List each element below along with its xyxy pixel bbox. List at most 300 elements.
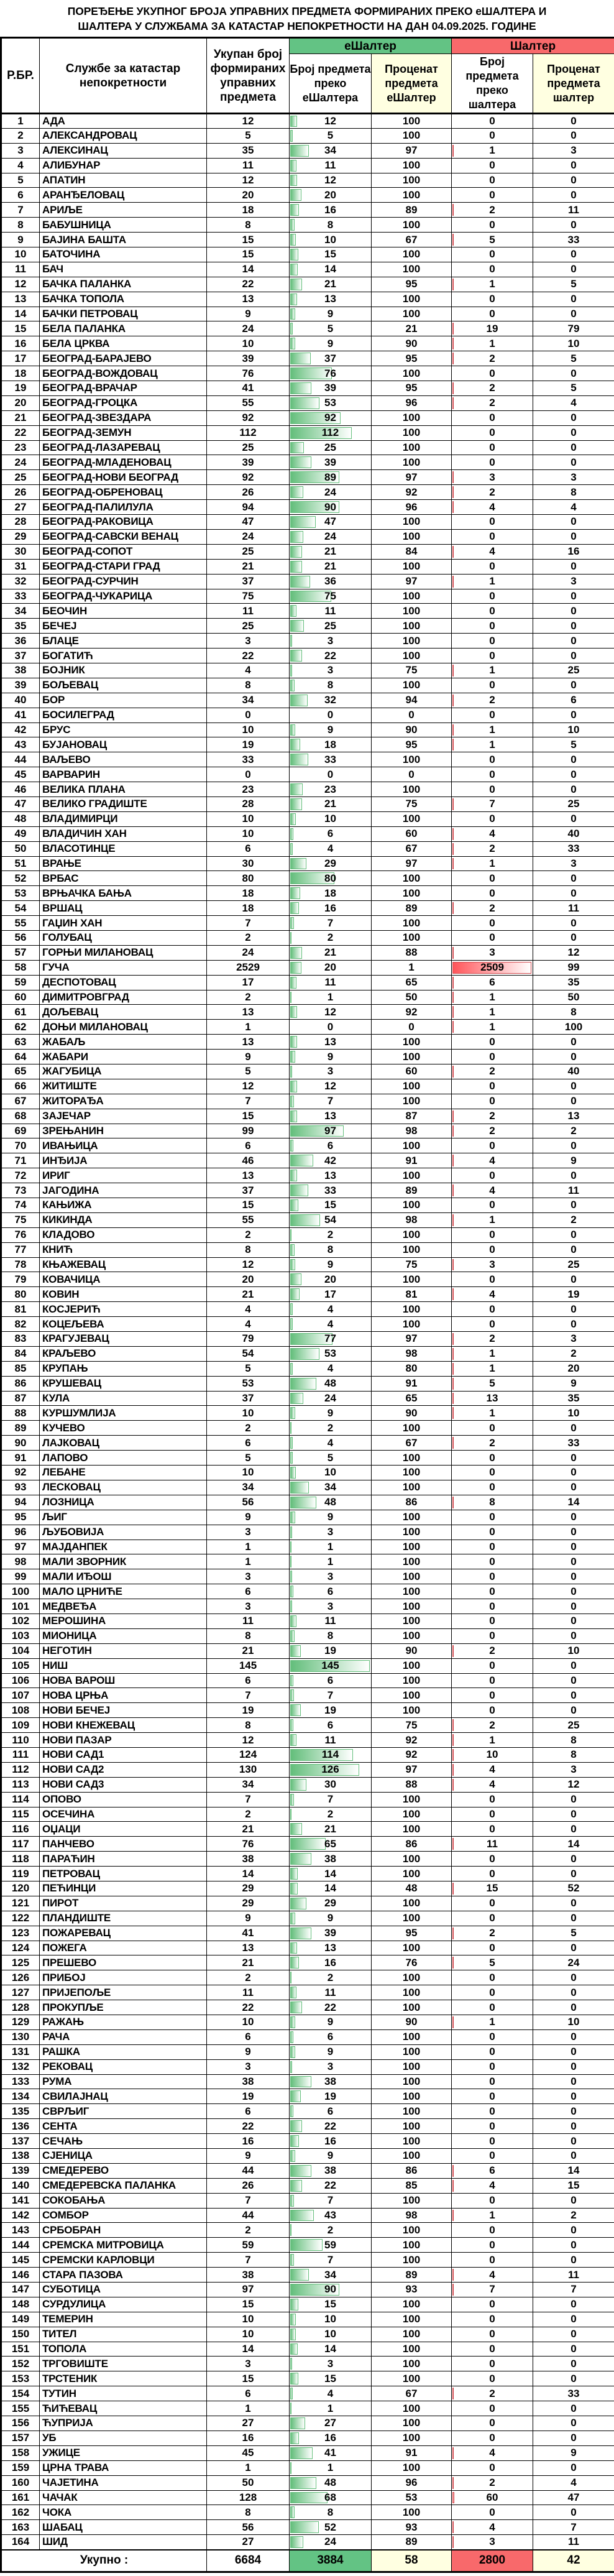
total-cases [207,2134,290,2149]
eshalter-percent [372,1628,452,1643]
service-name-value: ТРГОВИШТЕ [42,2357,108,2370]
shalter-count [452,634,533,649]
row-number [1,2238,40,2253]
row-number-value: 76 [14,1229,27,1241]
green-databar [290,932,291,944]
total-cases-value: 10 [242,723,254,736]
eshalter-count-value: 7 [327,916,334,929]
service-name [40,1733,207,1748]
shalter-count-value: 4 [489,1763,495,1776]
row-number-value: 129 [11,2016,30,2028]
eshalter-percent [372,2312,452,2327]
total-cases-value: 5 [245,129,251,142]
row-number-value: 75 [14,1214,27,1226]
table-row [1,2371,614,2386]
eshalter-count [290,351,372,366]
table-row [1,1346,614,1361]
shalter-count [452,2000,533,2015]
row-number-value: 3 [17,144,24,157]
shalter-percent-value: 2 [570,2209,577,2222]
shalter-count-value: 0 [489,1822,495,1835]
row-number [1,544,40,559]
eshalter-percent-value: 89 [405,203,418,216]
service-name-value: КЊАЖЕВАЦ [42,1258,106,1271]
row-number [1,1183,40,1198]
service-name [40,782,207,797]
totals-total: 6684 [207,2550,290,2572]
eshalter-count-value: 38 [324,2075,336,2087]
shalter-percent-value: 0 [570,159,577,172]
shalter-percent-value: 7 [570,2521,577,2533]
shalter-percent [533,945,614,960]
service-name [40,2431,207,2445]
eshalter-percent-value: 98 [405,1214,418,1226]
row-number-value: 7 [17,203,24,216]
total-cases [207,2445,290,2460]
shalter-percent-value: 10 [567,723,580,736]
green-databar [290,695,308,706]
eshalter-percent [372,440,452,455]
shalter-percent [533,708,614,722]
row-number-value: 27 [14,501,27,513]
row-number-value: 22 [14,427,27,439]
green-databar [290,1823,302,1835]
eshalter-percent [372,960,452,975]
total-cases [207,321,290,336]
eshalter-count [290,1406,372,1421]
eshalter-percent-value: 100 [402,619,421,632]
shalter-percent [533,307,614,321]
shalter-percent [533,158,614,173]
eshalter-count [290,1569,372,1584]
shalter-percent-value: 0 [570,1080,577,1092]
eshalter-percent-value: 100 [402,2120,421,2132]
shalter-percent-value: 10 [567,2016,580,2028]
eshalter-count [290,1361,372,1376]
row-number [1,782,40,797]
row-number-value: 150 [11,2328,30,2340]
green-databar [290,1794,294,1806]
shalter-count-value: 0 [489,1807,495,1820]
row-number [1,1376,40,1391]
green-databar [290,2492,328,2504]
eshalter-count-value: 6 [327,1674,334,1686]
service-name-value: ДЕСПОТОВАЦ [42,976,116,989]
table-row [1,1079,614,1094]
red-databar [452,1779,454,1791]
shalter-count-value: 5 [489,233,495,246]
table-row [1,2000,614,2015]
shalter-percent-value: 10 [567,337,580,349]
eshalter-count [290,1985,372,2000]
eshalter-count-value: 2 [327,1971,334,1983]
total-cases [207,1807,290,1822]
eshalter-percent [372,1466,452,1480]
total-cases-value: 59 [242,2238,254,2251]
row-number-value: 94 [14,1496,27,1508]
table-row [1,2490,614,2505]
total-cases [207,2475,290,2490]
eshalter-percent [372,1495,452,1510]
shalter-percent [533,1852,614,1867]
eshalter-count-value: 21 [324,278,336,290]
eshalter-count-value: 76 [324,367,336,379]
eshalter-percent [372,351,452,366]
service-name [40,1673,207,1688]
table-row [1,2104,614,2119]
shalter-count [452,2401,533,2416]
shalter-percent [533,1658,614,1673]
shalter-count [452,2253,533,2268]
eshalter-percent-value: 100 [402,1912,421,1924]
row-number-value: 61 [14,1005,27,1018]
shalter-percent [533,203,614,218]
shalter-percent-value: 8 [570,1748,577,1761]
total-cases [207,128,290,143]
eshalter-count-value: 13 [324,1941,336,1954]
total-cases [207,1480,290,1495]
eshalter-percent [372,1257,452,1272]
total-cases [207,2015,290,2030]
shalter-count [452,1212,533,1227]
eshalter-percent-value: 0 [408,709,415,721]
row-number [1,1613,40,1628]
eshalter-count [290,218,372,233]
row-number-value: 1 [17,114,24,127]
row-number-value: 87 [14,1392,27,1405]
service-name [40,2223,207,2238]
service-name-value: КАЊИЖА [42,1199,92,1211]
service-name-value: ПРИЈЕПОЉЕ [42,1986,111,1998]
total-cases [207,425,290,440]
total-cases-value: 22 [242,278,254,290]
eshalter-percent-value: 60 [405,1065,418,1078]
shalter-percent-value: 0 [570,1689,577,1701]
eshalter-percent [372,1361,452,1376]
shalter-count [452,1406,533,1421]
table-row [1,2223,614,2238]
shalter-percent-value: 0 [570,2194,577,2207]
service-name-value: ТУТИН [42,2387,76,2399]
eshalter-percent [372,708,452,722]
red-databar [452,1407,454,1419]
shalter-percent-value: 0 [570,1526,577,1538]
shalter-count-value: 0 [489,263,495,275]
total-cases-value: 94 [242,501,254,513]
total-cases-value: 28 [242,798,254,810]
service-name-value: ПЕЋИНЦИ [42,1882,96,1895]
eshalter-percent [372,945,452,960]
total-cases [207,2208,290,2223]
green-databar [290,620,304,632]
table-row [1,1881,614,1896]
eshalter-count-value: 18 [324,738,336,750]
row-number-value: 82 [14,1318,27,1330]
shalter-count-value: 0 [489,412,495,424]
eshalter-percent [372,1436,452,1451]
shalter-count-value: 0 [489,2046,495,2058]
service-name-value: СЕНТА [42,2120,78,2132]
eshalter-count [290,2163,372,2178]
row-number [1,2223,40,2238]
eshalter-percent [372,1332,452,1347]
eshalter-count-value: 1 [327,990,334,1003]
eshalter-percent [372,203,452,218]
shalter-count-value: 2 [489,1110,495,1122]
eshalter-percent [372,1569,452,1584]
shalter-count [452,737,533,752]
green-databar [290,1422,291,1434]
total-cases [207,1050,290,1064]
eshalter-percent [372,395,452,410]
shalter-percent [533,1955,614,1970]
eshalter-percent [372,1718,452,1733]
table-row [1,2089,614,2104]
table-row [1,916,614,931]
eshalter-percent [372,321,452,336]
eshalter-count [290,2268,372,2283]
table-row [1,1376,614,1391]
total-cases-value: 41 [242,1927,254,1939]
eshalter-count [290,1198,372,1213]
green-databar [290,977,296,989]
eshalter-count [290,1212,372,1227]
eshalter-count-value: 4 [327,2387,334,2399]
row-number [1,619,40,634]
service-name-value: ПАРАЋИН [42,1852,95,1865]
eshalter-count-value: 25 [324,619,336,632]
eshalter-percent-value: 100 [402,2031,421,2043]
row-number [1,1985,40,2000]
shalter-percent-value: 0 [570,412,577,424]
eshalter-count [290,945,372,960]
table-row [1,2163,614,2178]
table-row [1,1406,614,1421]
shalter-percent [533,143,614,158]
table-row [1,395,614,410]
shalter-percent-value: 0 [570,2001,577,2013]
shalter-percent [533,2134,614,2149]
shalter-percent-value: 25 [567,1258,580,1271]
eshalter-percent-value: 100 [402,1941,421,1954]
total-cases-value: 2 [245,1421,251,1434]
service-name-value: СМЕДЕРЕВСКА ПАЛАНКА [42,2179,176,2192]
row-number [1,604,40,619]
green-databar [290,2210,314,2222]
eshalter-percent [372,2401,452,2416]
eshalter-percent-value: 98 [405,2209,418,2222]
row-number-value: 99 [14,1570,27,1582]
green-databar [290,130,293,142]
shalter-count [452,203,533,218]
eshalter-percent [372,410,452,425]
eshalter-percent-value: 0 [408,768,415,780]
shalter-count [452,366,533,381]
eshalter-percent-value: 97 [405,144,418,157]
shalter-count-value: 0 [489,2238,495,2251]
eshalter-count-value: 16 [324,1956,336,1969]
total-cases [207,1272,290,1287]
eshalter-count-value: 80 [324,872,336,884]
green-databar [290,2417,305,2429]
green-databar [290,2477,316,2489]
table-row [1,1955,614,1970]
table-header [1,38,614,114]
cadastre-cases-table [0,37,614,2573]
service-name [40,2312,207,2327]
total-cases-value: 10 [242,828,254,840]
eshalter-count-value: 77 [324,1332,336,1345]
eshalter-percent-value: 100 [402,441,421,454]
eshalter-percent-value: 89 [405,902,418,914]
row-number-value: 125 [11,1956,30,1969]
eshalter-percent [372,1198,452,1213]
eshalter-count-value: 7 [327,1793,334,1806]
red-databar [452,1184,454,1196]
total-cases-value: 23 [242,783,254,795]
table-row [1,2445,614,2460]
eshalter-count-value: 4 [327,1436,334,1449]
total-cases-value: 1 [245,1020,251,1033]
eshalter-count-value: 29 [324,1897,336,1909]
shalter-count [452,1109,533,1124]
total-cases-value: 26 [242,486,254,498]
eshalter-percent [372,2134,452,2149]
service-name-value: ЧОКА [42,2506,72,2518]
total-cases [207,2044,290,2059]
total-cases-value: 10 [242,2016,254,2028]
eshalter-percent-value: 81 [405,1288,418,1300]
shalter-count-value: 0 [489,1555,495,1567]
service-name-value: ИВАЊИЦА [42,1139,98,1152]
red-databar [452,2210,454,2222]
service-name-value: НОВА ЦРЊА [42,1689,109,1701]
total-cases [207,1302,290,1317]
eshalter-count-value: 7 [327,2194,334,2207]
table-row [1,1227,614,1242]
total-cases [207,1510,290,1525]
total-cases [207,1064,290,1079]
shalter-count [452,2134,533,2149]
row-number [1,871,40,886]
green-databar [290,2180,302,2192]
service-name-value: БЕОГРАД-ВРАЧАР [42,382,137,394]
row-number-value: 43 [14,738,27,750]
row-number-value: 69 [14,1125,27,1137]
shalter-percent [533,1466,614,1480]
total-cases [207,173,290,188]
row-number [1,930,40,945]
eshalter-count [290,470,372,485]
shalter-percent [533,1613,614,1628]
eshalter-percent-value: 91 [405,1377,418,1390]
row-number-value: 42 [14,723,27,736]
shalter-count-value: 1 [489,1347,495,1360]
shalter-percent-value: 0 [570,2462,577,2474]
eshalter-count-value: 15 [324,1199,336,1211]
service-name [40,1064,207,1079]
eshalter-percent [372,1525,452,1540]
shalter-percent-value: 9 [570,2447,577,2459]
shalter-percent-value: 0 [570,1555,577,1567]
shalter-percent [533,2520,614,2535]
service-name-value: НОВИ ПАЗАР [42,1733,112,1746]
service-name [40,2163,207,2178]
eshalter-count-value: 1 [327,2462,334,2474]
row-number [1,143,40,158]
green-databar [290,1645,301,1657]
total-cases-value: 29 [242,1882,254,1895]
table-row [1,2238,614,2253]
red-databar [452,1734,454,1746]
service-name-value: КРАЉЕВО [42,1347,96,1360]
service-name [40,2134,207,2149]
row-number-value: 49 [14,828,27,840]
service-name [40,1287,207,1302]
shalter-percent [533,2342,614,2357]
total-cases-value: 38 [242,2075,254,2087]
table-row [1,307,614,321]
total-cases-value: 6 [245,843,251,855]
row-number-value: 79 [14,1273,27,1285]
red-databar [452,1957,454,1969]
shalter-count-value: 4 [489,501,495,513]
shalter-count [452,1346,533,1361]
total-cases [207,2223,290,2238]
eshalter-percent-value: 100 [402,1481,421,1493]
shalter-count-value: 0 [489,441,495,454]
eshalter-percent-value: 100 [402,916,421,929]
shalter-percent-value: 33 [567,2387,580,2399]
service-name-value: ПЕТРОВАЦ [42,1867,100,1880]
red-databar [452,2180,454,2192]
row-number [1,1673,40,1688]
service-name-value: ВРЊАЧКА БАЊА [42,887,132,899]
shalter-percent [533,1733,614,1748]
shalter-count [452,2163,533,2178]
eshalter-count [290,2059,372,2074]
eshalter-percent-value: 100 [402,604,421,617]
eshalter-count [290,1035,372,1050]
red-databar [452,2016,454,2028]
total-cases [207,114,290,129]
eshalter-percent-value: 100 [402,1986,421,1998]
total-cases-value: 6 [245,1674,251,1686]
total-cases-value: 1 [245,1540,251,1553]
service-name-value: ПОЖЕГА [42,1941,87,1954]
green-databar [290,576,310,588]
total-cases-value: 15 [242,1199,254,1211]
eshalter-percent [372,2238,452,2253]
shalter-count-value: 2 [489,352,495,364]
shalter-percent-value: 0 [570,709,577,721]
eshalter-count-value: 9 [327,723,334,736]
eshalter-percent-value: 97 [405,857,418,869]
total-cases-value: 37 [242,1392,254,1405]
table-row [1,1020,614,1035]
eshalter-percent-value: 100 [402,2298,421,2311]
table-row [1,114,614,129]
eshalter-count [290,649,372,663]
shalter-percent-value: 0 [570,768,577,780]
eshalter-count-value: 75 [324,589,336,602]
service-name-value: БОР [42,694,65,706]
service-name [40,752,207,767]
shalter-count [452,233,533,247]
eshalter-count [290,158,372,173]
eshalter-percent [372,649,452,663]
service-name [40,975,207,990]
